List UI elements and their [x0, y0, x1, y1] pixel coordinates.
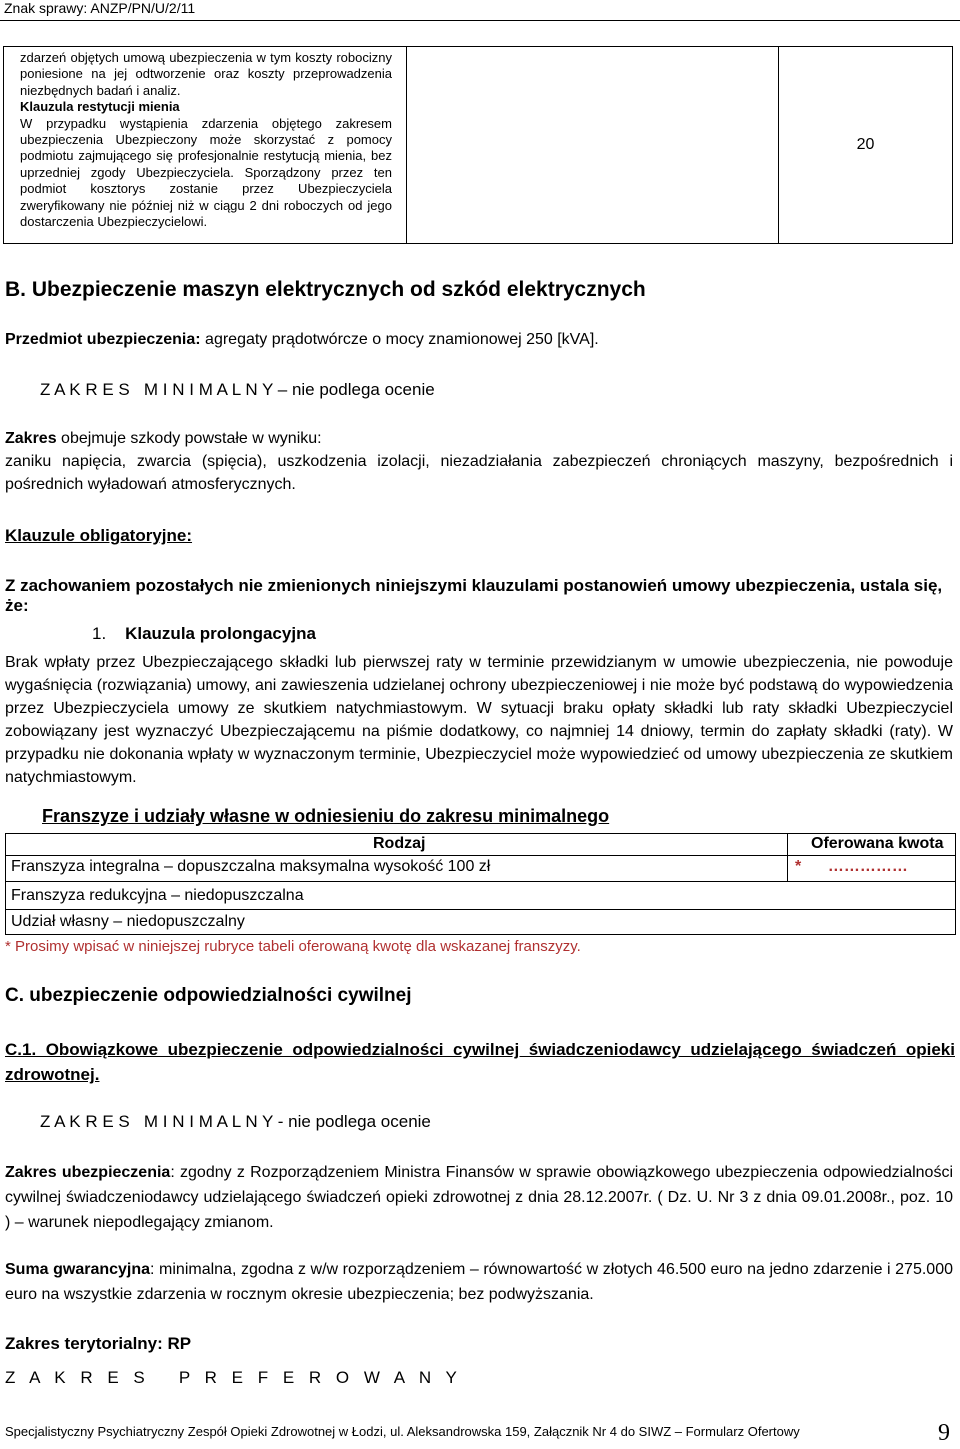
prolongation-clause-title: Klauzula prolongacyjna	[125, 624, 316, 643]
scope-details: zaniku napięcia, zwarcia (spięcia), uszkodzenia izolacji, niezadziałania zabezpieczeń chroniących maszyny, bezpośrednich i pośrednich wyładowań atmosferycznych.	[5, 453, 953, 493]
table-border	[5, 909, 956, 910]
empty-cell	[407, 47, 779, 243]
table-border	[5, 881, 956, 882]
mandatory-clauses-heading: Klauzule obligatoryjne:	[5, 526, 193, 545]
column-header-type: Rodzaj	[373, 835, 426, 852]
clause-number: 1.	[92, 624, 107, 643]
territorial-scope: Zakres terytorialny: RP	[5, 1334, 192, 1353]
page-number: 9	[938, 1420, 950, 1446]
insurance-scope-paragraph	[5, 1160, 953, 1235]
insurance-subject-value: agregaty prądotwórcze o mocy znamionowej 250 [kVA].	[200, 331, 599, 348]
case-number-header: Znak sprawy: ANZP/PN/U/2/11	[4, 0, 196, 16]
table-row-reduction-franchise: Franszyza redukcyjna – niedopuszczalna	[11, 887, 304, 904]
minimum-scope-label-c: Z A K R E S M I N I M A L N Y	[40, 1112, 274, 1131]
table-border	[955, 833, 956, 935]
minimum-scope-note: – nie podlega ocenie	[273, 380, 435, 399]
minimum-scope-heading	[40, 380, 435, 400]
score-cell: 20	[856, 136, 875, 153]
minimum-scope-label: Z A K R E S M I N I M A L N Y	[40, 380, 274, 399]
prolongation-clause-heading	[92, 624, 316, 644]
table-border	[787, 833, 788, 881]
table-border	[5, 855, 956, 856]
minimum-scope-heading-c	[40, 1112, 431, 1132]
section-c-title: C. ubezpieczenie odpowiedzialności cywilnej	[5, 985, 412, 1006]
scope-intro: obejmuje szkody powstałe w wyniku:	[56, 430, 322, 447]
insurance-scope-text: : zgodny z Rozporządzeniem Ministra Finansów w sprawie obowiązkowego ubezpieczenia odpowiedzialności cywilnej świadczeniodawcy udzielającego świadczeń opieki zdrowotnej z dnia 28.12.2007r. ( Dz. U. Nr 3 z dnia 09.01.2008r., poz. 10 ) – warunek niepodlegający zmianom.	[5, 1164, 954, 1231]
preferred-scope-heading: Z A K R E S P R E F E R O W A N Y	[5, 1368, 462, 1387]
guarantee-sum-label: Suma gwarancyjna	[5, 1261, 151, 1278]
insurance-subject-line	[5, 331, 599, 349]
guarantee-sum-text: : minimalna, zgodna z w/w rozporządzeniem – równowartość w złotych 46.500 euro na jedno zdarzenie i 275.000 euro na wszystkie zdarzenia w rocznym okresie ubezpieczenia; bez podwyższania.	[5, 1261, 953, 1303]
restitution-clause-title: Klauzula restytucji mienia	[20, 99, 180, 115]
scope-label: Zakres	[5, 430, 57, 447]
scope-paragraph	[5, 427, 953, 496]
restitution-clause-body: W przypadku wystąpienia zdarzenia objętego zakresem ubezpieczenia Ubezpieczony może skorzystać z pomocy podmiotu zajmującego się profesjonalnie restytucją mienia, bez uprzedniej zgody Ubezpieczyciela. Sporządzony przez ten podmiot kosztorys zostanie przez Ubezpieczyciela zweryfikowany nie później niż w ciągu 2 dni roboczych od jego dostarczenia Ubezpieczycielowi.	[20, 115, 392, 230]
prolongation-clause-text: Brak wpłaty przez Ubezpieczającego składki lub pierwszej raty w terminie przewidzianym w umowie ubezpieczenia, nie powoduje wygaśnięcia (rozwiązania) umowy, ani zawieszenia udzielanej ochrony ubezpieczeniowej i nie może być podstawą do wypowiedzenia przez Ubezpieczyciela umowy ze skutkiem natychmiastowym. W sytuacji braku opłaty składki lub raty składki Ubezpieczyciel zobowiązany jest wyznaczyć Ubezpieczającemu na piśmie dodatkowy, co najmniej 14 dniowy, termin do zapłaty składki (raty). W przypadku nie dokonania wpłaty w wyznaczonym terminie, Ubezpieczyciel może wypowiedzieć od umowy ubezpieczenia ze skutkiem natychmiastowym.	[5, 654, 953, 786]
franchise-heading: Franszyze i udziały własne w odniesieniu do zakresu minimalnego	[42, 806, 610, 826]
insurance-subject-label: Przedmiot ubezpieczenia:	[5, 331, 201, 348]
franchise-table	[5, 833, 956, 935]
offered-amount-field[interactable]: * ……………	[795, 858, 908, 875]
franchise-note: * Prosimy wpisać w niniejszej rubryce tabeli oferowaną kwotę dla wskazanej franszyzy.	[5, 938, 581, 955]
table-row-own-share: Udział własny – niedopuszczalny	[11, 913, 245, 930]
table-border	[5, 833, 956, 834]
header-divider	[0, 20, 960, 21]
section-c1-heading: C.1. Obowiązkowe ubezpieczenie odpowiedzialności cywilnej świadczeniodawcy udzielającego świadczeń opieki zdrowotnej.	[5, 1040, 955, 1084]
section-b-title: B. Ubezpieczenie maszyn elektrycznych od szkód elektrycznych	[5, 278, 646, 301]
insurance-scope-label: Zakres ubezpieczenia	[5, 1164, 171, 1181]
table-row-integral-franchise: Franszyza integralna – dopuszczalna maksymalna wysokość 100 zł	[11, 858, 491, 875]
table-intro-text: zdarzeń objętych umową ubezpieczenia w tym koszty robocizny poniesione na jej odtworzenie oraz koszty przeprowadzenia niezbędnych badań i analiz.	[20, 50, 392, 98]
guarantee-sum-paragraph	[5, 1257, 953, 1307]
page-footer: Specjalistyczny Psychiatryczny Zespół Opieki Zdrowotnej w Łodzi, ul. Aleksandrowska 159, Załącznik Nr 4 do SIWZ – Formularz Ofertowy	[5, 1424, 800, 1439]
clause-text-cell	[4, 47, 407, 243]
clauses-preamble: Z zachowaniem pozostałych nie zmienionych niniejszymi klauzulami postanowień umowy ubezpieczenia, ustala się, że:	[5, 576, 943, 615]
table-border	[5, 934, 956, 935]
continuation-table	[3, 46, 953, 244]
table-border	[5, 833, 6, 935]
column-header-offered-amount: Oferowana kwota	[811, 835, 944, 852]
minimum-scope-note-c: - nie podlega ocenie	[273, 1112, 431, 1131]
